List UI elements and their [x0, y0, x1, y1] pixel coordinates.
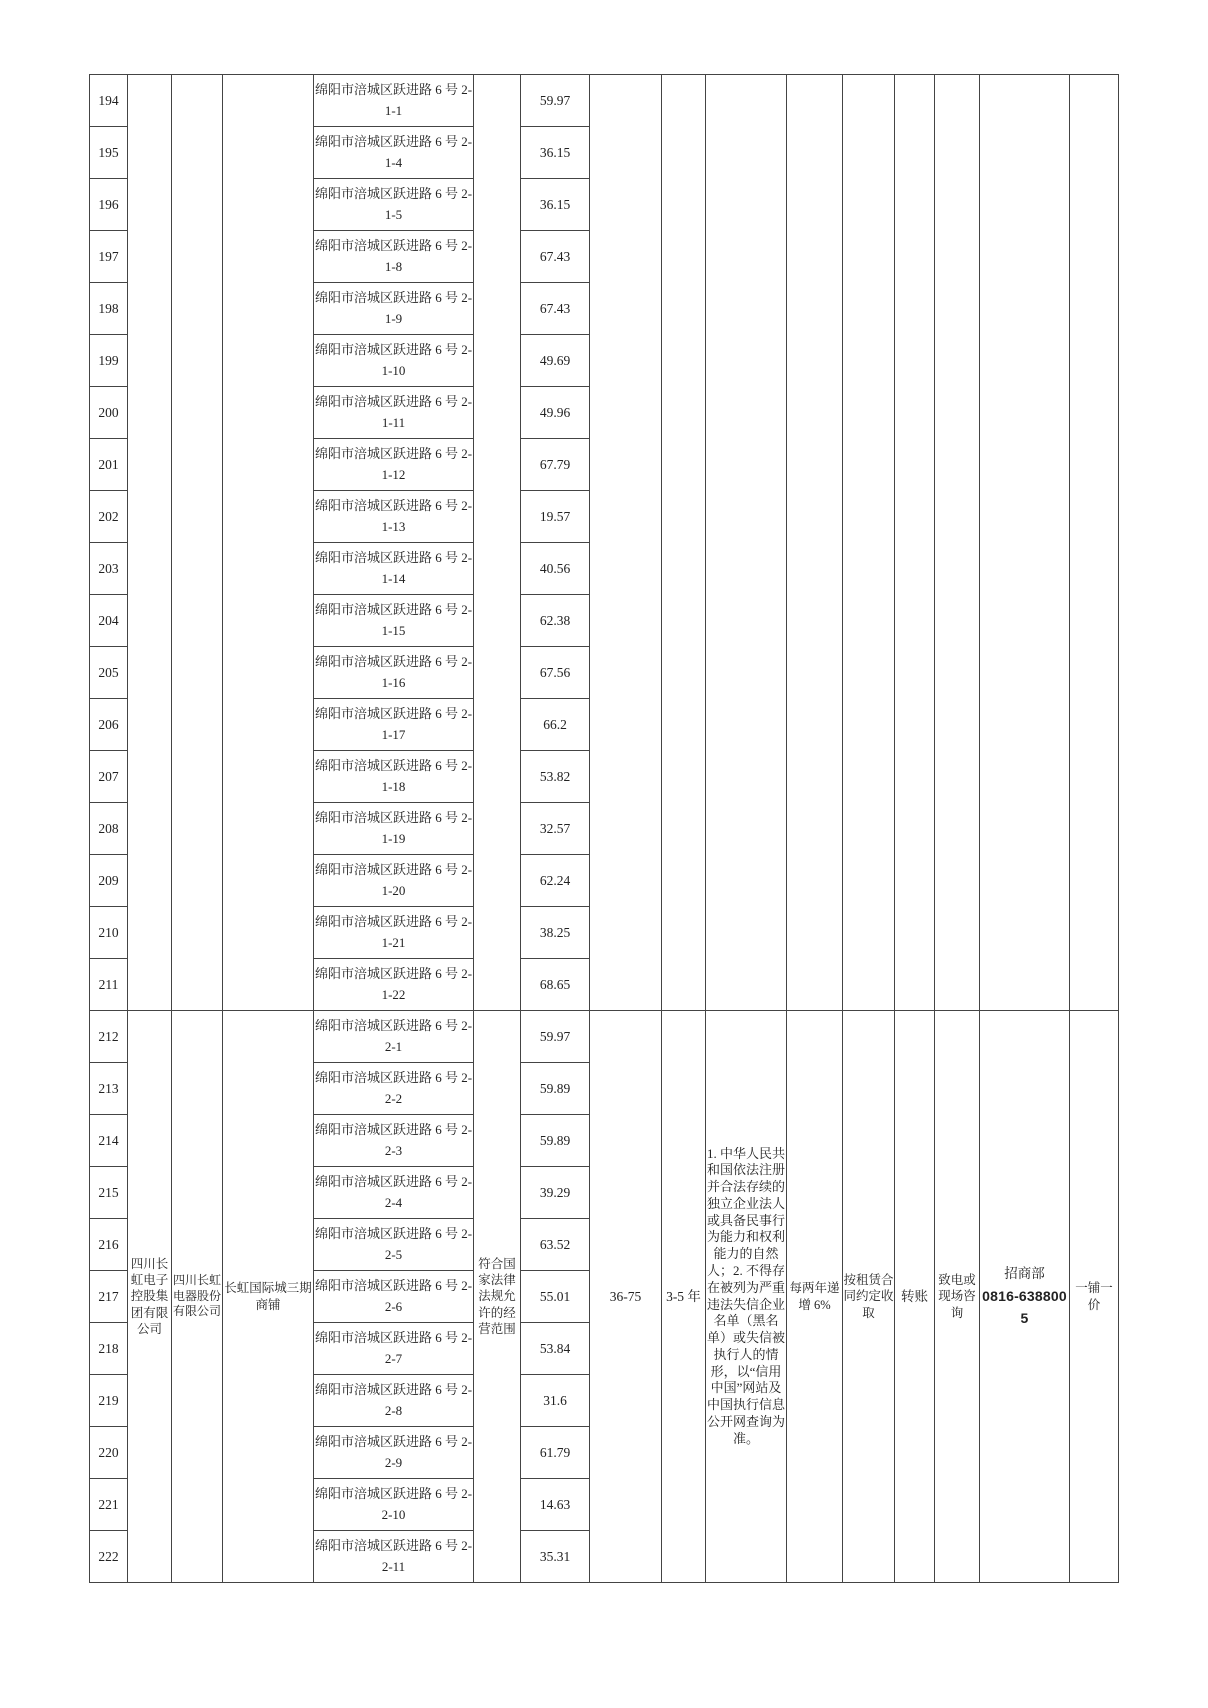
address-unit: 1-12 [381, 466, 406, 482]
address-line1: 绵阳市涪城区跃进路 6 号 2- [314, 1330, 473, 1346]
business-scope-cell: 符合国家法律法规允许的经营范围 [474, 1011, 521, 1583]
address-cell [314, 803, 474, 855]
address-line1: 绵阳市涪城区跃进路 6 号 2- [314, 134, 473, 150]
address-cell [314, 179, 474, 231]
address-line1: 绵阳市涪城区跃进路 6 号 2- [314, 446, 473, 462]
row-number-cell: 205 [90, 647, 128, 699]
lessor-cell [128, 75, 172, 1011]
address-line1: 绵阳市涪城区跃进路 6 号 2- [314, 290, 473, 306]
address-line1: 绵阳市涪城区跃进路 6 号 2- [314, 914, 473, 930]
contact-cell [980, 1011, 1070, 1583]
area-cell: 62.38 [521, 595, 590, 647]
row-number-cell: 212 [90, 1011, 128, 1063]
address-line1: 绵阳市涪城区跃进路 6 号 2- [314, 550, 473, 566]
address-unit: 1-14 [381, 570, 406, 586]
address-unit: 2-2 [384, 1090, 403, 1106]
table-row [90, 1011, 1119, 1063]
row-number-cell: 222 [90, 1531, 128, 1583]
address-cell [314, 491, 474, 543]
area-cell: 32.57 [521, 803, 590, 855]
lease-term-cell [662, 75, 706, 1011]
row-number-cell: 214 [90, 1115, 128, 1167]
address-unit: 2-10 [381, 1506, 406, 1522]
address-line1: 绵阳市涪城区跃进路 6 号 2- [314, 394, 473, 410]
area-cell: 39.29 [521, 1167, 590, 1219]
address-cell [314, 439, 474, 491]
address-line1: 绵阳市涪城区跃进路 6 号 2- [314, 498, 473, 514]
area-cell: 59.89 [521, 1063, 590, 1115]
area-cell: 66.2 [521, 699, 590, 751]
area-cell: 55.01 [521, 1271, 590, 1323]
address-unit: 1-19 [381, 830, 406, 846]
address-unit: 1-13 [381, 518, 406, 534]
payment-method-cell [895, 75, 935, 1011]
area-cell: 61.79 [521, 1427, 590, 1479]
address-line1: 绵阳市涪城区跃进路 6 号 2- [314, 966, 473, 982]
address-line1: 绵阳市涪城区跃进路 6 号 2- [314, 1070, 473, 1086]
lease-term-cell: 3-5 年 [662, 1011, 706, 1583]
row-number-cell: 210 [90, 907, 128, 959]
row-number-cell: 208 [90, 803, 128, 855]
address-cell [314, 1531, 474, 1583]
address-unit: 2-11 [381, 1558, 406, 1574]
address-cell [314, 959, 474, 1011]
area-cell: 53.84 [521, 1323, 590, 1375]
row-number-cell: 198 [90, 283, 128, 335]
area-cell: 67.56 [521, 647, 590, 699]
address-unit: 1-18 [381, 778, 406, 794]
area-cell: 36.15 [521, 179, 590, 231]
address-line1: 绵阳市涪城区跃进路 6 号 2- [314, 706, 473, 722]
operator-cell [172, 75, 223, 1011]
area-cell: 59.89 [521, 1115, 590, 1167]
fee-collection-cell: 按租赁合同约定收取 [843, 1011, 895, 1583]
address-cell [314, 647, 474, 699]
fee-collection-cell [843, 75, 895, 1011]
area-cell: 67.43 [521, 231, 590, 283]
table-body [90, 75, 1119, 1583]
row-number-cell: 209 [90, 855, 128, 907]
area-cell: 49.96 [521, 387, 590, 439]
tenant-requirements-cell: 1. 中华人民共和国依法注册并合法存续的独立企业法人或具备民事行为能力和权利能力的自然人；2. 不得存在被列为严重违法失信企业名单（黑名单）或失信被执行人的情形，以“信用中国”网站及中国执行信息公开网查询为准。 [706, 1011, 787, 1583]
area-range-cell: 36-75 [590, 1011, 662, 1583]
area-cell: 14.63 [521, 1479, 590, 1531]
rent-increase-cell: 每两年递增 6% [787, 1011, 843, 1583]
area-cell: 68.65 [521, 959, 590, 1011]
address-cell [314, 335, 474, 387]
address-unit: 1-15 [381, 622, 406, 638]
address-cell [314, 595, 474, 647]
address-cell [314, 1375, 474, 1427]
address-unit: 2-6 [384, 1298, 403, 1314]
address-line1: 绵阳市涪城区跃进路 6 号 2- [314, 602, 473, 618]
address-line1: 绵阳市涪城区跃进路 6 号 2- [314, 654, 473, 670]
area-cell: 35.31 [521, 1531, 590, 1583]
lessor-cell: 四川长虹电子控股集团有限公司 [128, 1011, 172, 1583]
address-line1: 绵阳市涪城区跃进路 6 号 2- [314, 1018, 473, 1034]
row-number-cell: 221 [90, 1479, 128, 1531]
area-cell: 59.97 [521, 75, 590, 127]
address-cell [314, 1479, 474, 1531]
address-unit: 1-16 [381, 674, 406, 690]
address-line1: 绵阳市涪城区跃进路 6 号 2- [314, 862, 473, 878]
lease-listing-table [89, 74, 1119, 1583]
row-number-cell: 206 [90, 699, 128, 751]
area-cell: 59.97 [521, 1011, 590, 1063]
address-line1: 绵阳市涪城区跃进路 6 号 2- [314, 1174, 473, 1190]
row-number-cell: 196 [90, 179, 128, 231]
address-line1: 绵阳市涪城区跃进路 6 号 2- [314, 758, 473, 774]
address-unit: 1-22 [381, 986, 406, 1002]
row-number-cell: 218 [90, 1323, 128, 1375]
address-unit: 1-21 [381, 934, 406, 950]
address-unit: 1-10 [381, 362, 406, 378]
area-cell: 67.79 [521, 439, 590, 491]
address-unit: 1-9 [384, 310, 403, 326]
consultation-cell: 致电或现场咨询 [935, 1011, 980, 1583]
address-line1: 绵阳市涪城区跃进路 6 号 2- [314, 82, 473, 98]
pricing-cell: 一铺一价 [1070, 1011, 1119, 1583]
row-number-cell: 211 [90, 959, 128, 1011]
address-unit: 2-7 [384, 1350, 403, 1366]
row-number-cell: 204 [90, 595, 128, 647]
area-cell: 38.25 [521, 907, 590, 959]
project-cell [223, 75, 314, 1011]
address-unit: 1-4 [384, 154, 403, 170]
consultation-cell [935, 75, 980, 1011]
address-cell [314, 75, 474, 127]
row-number-cell: 199 [90, 335, 128, 387]
address-line1: 绵阳市涪城区跃进路 6 号 2- [314, 238, 473, 254]
address-cell [314, 543, 474, 595]
address-unit: 2-9 [384, 1454, 403, 1470]
address-unit: 1-20 [381, 882, 406, 898]
area-range-cell [590, 75, 662, 1011]
area-cell: 62.24 [521, 855, 590, 907]
row-number-cell: 216 [90, 1219, 128, 1271]
business-scope-cell [474, 75, 521, 1011]
address-unit: 2-3 [384, 1142, 403, 1158]
table-row [90, 75, 1119, 127]
pricing-cell [1070, 75, 1119, 1011]
address-unit: 1-8 [384, 258, 403, 274]
address-cell [314, 1167, 474, 1219]
row-number-cell: 203 [90, 543, 128, 595]
row-number-cell: 220 [90, 1427, 128, 1479]
row-number-cell: 215 [90, 1167, 128, 1219]
address-line1: 绵阳市涪城区跃进路 6 号 2- [314, 1278, 473, 1294]
address-cell [314, 907, 474, 959]
address-line1: 绵阳市涪城区跃进路 6 号 2- [314, 1122, 473, 1138]
address-cell [314, 127, 474, 179]
row-number-cell: 207 [90, 751, 128, 803]
address-cell [314, 387, 474, 439]
area-cell: 53.82 [521, 751, 590, 803]
area-cell: 67.43 [521, 283, 590, 335]
area-cell: 63.52 [521, 1219, 590, 1271]
row-number-cell: 217 [90, 1271, 128, 1323]
address-unit: 1-5 [384, 206, 403, 222]
address-line1: 绵阳市涪城区跃进路 6 号 2- [314, 1434, 473, 1450]
row-number-cell: 194 [90, 75, 128, 127]
address-cell [314, 1427, 474, 1479]
row-number-cell: 213 [90, 1063, 128, 1115]
payment-method-cell: 转账 [895, 1011, 935, 1583]
area-cell: 49.69 [521, 335, 590, 387]
address-cell [314, 1219, 474, 1271]
address-line1: 绵阳市涪城区跃进路 6 号 2- [314, 1486, 473, 1502]
address-line1: 绵阳市涪城区跃进路 6 号 2- [314, 1382, 473, 1398]
contact-cell [980, 75, 1070, 1011]
address-cell [314, 1271, 474, 1323]
row-number-cell: 197 [90, 231, 128, 283]
address-unit: 2-1 [384, 1038, 403, 1054]
address-cell [314, 751, 474, 803]
address-cell [314, 231, 474, 283]
row-number-cell: 202 [90, 491, 128, 543]
address-unit: 2-8 [384, 1402, 403, 1418]
address-unit: 2-5 [384, 1246, 403, 1262]
address-line1: 绵阳市涪城区跃进路 6 号 2- [314, 810, 473, 826]
address-cell [314, 1323, 474, 1375]
address-cell [314, 1011, 474, 1063]
address-cell [314, 855, 474, 907]
address-line1: 绵阳市涪城区跃进路 6 号 2- [314, 186, 473, 202]
address-cell [314, 1063, 474, 1115]
contact-phone: 0816-6388005 [982, 1287, 1067, 1327]
project-cell: 长虹国际城三期商铺 [223, 1011, 314, 1583]
address-cell [314, 1115, 474, 1167]
address-unit: 1-1 [384, 102, 403, 118]
row-number-cell: 195 [90, 127, 128, 179]
row-number-cell: 219 [90, 1375, 128, 1427]
address-unit: 1-17 [381, 726, 406, 742]
row-number-cell: 200 [90, 387, 128, 439]
address-unit: 1-11 [381, 414, 406, 430]
row-number-cell: 201 [90, 439, 128, 491]
contact-dept: 招商部 [1004, 1266, 1045, 1282]
address-line1: 绵阳市涪城区跃进路 6 号 2- [314, 1538, 473, 1554]
tenant-requirements-cell [706, 75, 787, 1011]
address-unit: 2-4 [384, 1194, 403, 1210]
area-cell: 31.6 [521, 1375, 590, 1427]
area-cell: 36.15 [521, 127, 590, 179]
area-cell: 19.57 [521, 491, 590, 543]
rent-increase-cell [787, 75, 843, 1011]
operator-cell: 四川长虹电器股份有限公司 [172, 1011, 223, 1583]
address-cell [314, 283, 474, 335]
address-cell [314, 699, 474, 751]
address-line1: 绵阳市涪城区跃进路 6 号 2- [314, 342, 473, 358]
address-line1: 绵阳市涪城区跃进路 6 号 2- [314, 1226, 473, 1242]
area-cell: 40.56 [521, 543, 590, 595]
